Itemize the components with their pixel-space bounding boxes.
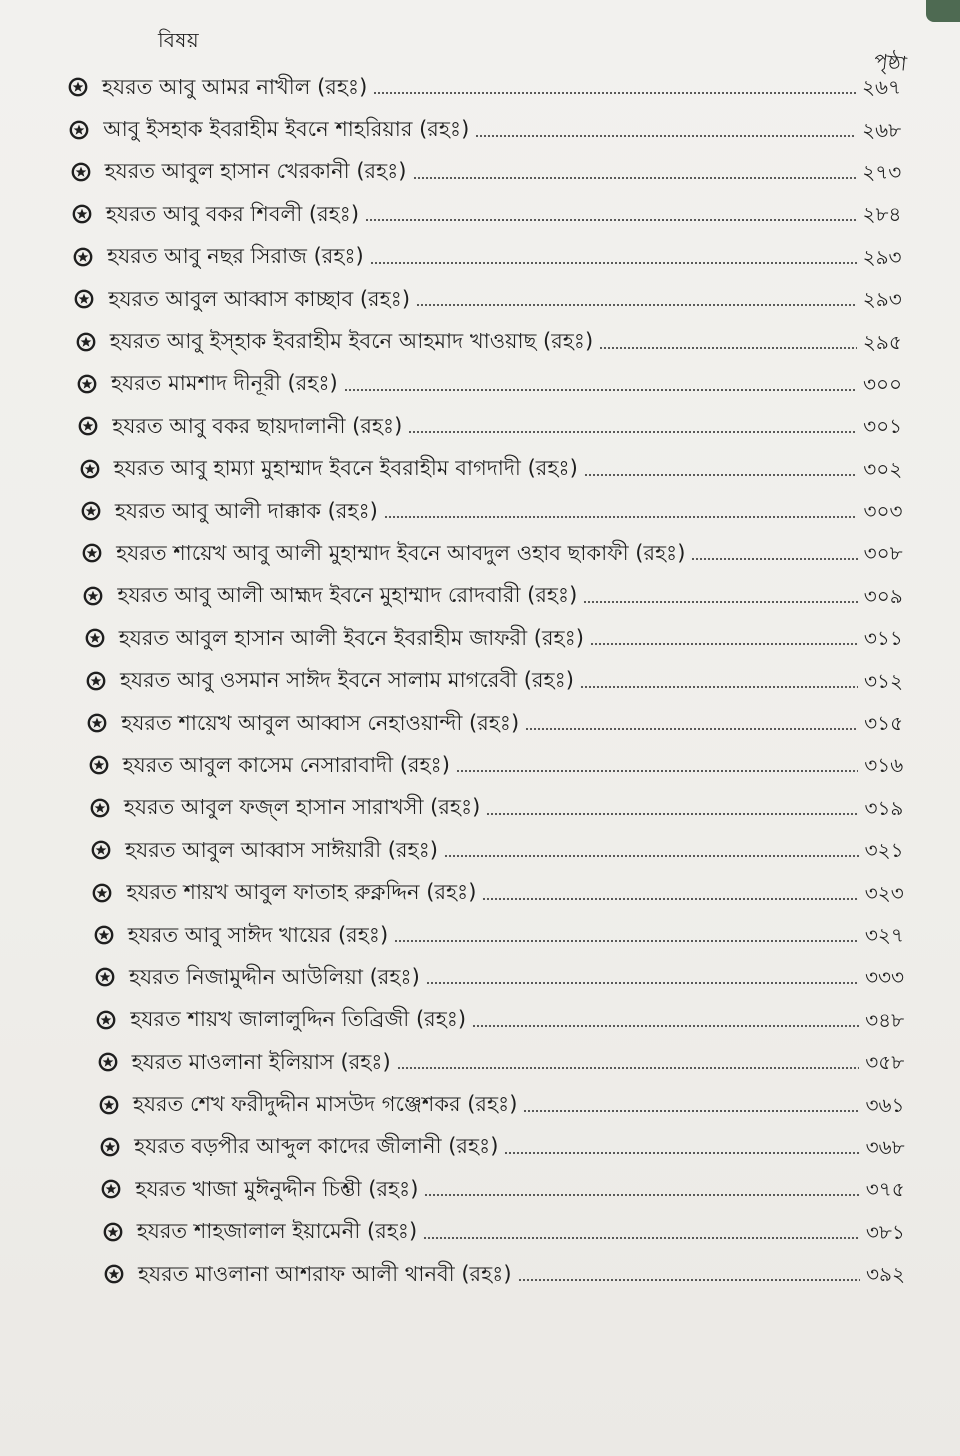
toc-entry — [0, 1126, 960, 1168]
toc-entry-title: হযরত আবু আমর নাখীল (রহঃ) — [102, 74, 368, 99]
subject-column-heading: বিষয় — [158, 28, 200, 52]
toc-entry-page-number: ৩৫৮ — [865, 1050, 905, 1075]
toc-entry-page-number: ২৬৭ — [862, 75, 902, 100]
star-in-circle-icon — [81, 501, 101, 521]
toc-entry — [0, 66, 960, 108]
toc-entry-title: হযরত আবু নছর সিরাজ (রহঃ) — [107, 244, 364, 269]
toc-entry-title: হযরত আবু হাম্যা মুহাম্মাদ ইবনে ইবরাহীম বাগদাদী (রহঃ) — [113, 456, 578, 481]
dot-leader — [397, 1067, 860, 1069]
toc-entry-page-number: ৩৬১ — [865, 1092, 905, 1117]
toc-entry — [0, 490, 960, 532]
toc-entry — [0, 1168, 960, 1210]
toc-entry — [0, 363, 960, 405]
star-in-circle-icon — [89, 755, 109, 775]
dot-leader — [344, 389, 857, 391]
toc-entry-page-number: ২৯৩ — [862, 244, 902, 269]
toc-entry-title: হযরত আবু বকর ছায়দালানী (রহঃ) — [112, 413, 403, 438]
toc-entry-title: হযরত আবুল কাসেম নেসারাবাদী (রহঃ) — [122, 752, 450, 777]
star-in-circle-icon — [68, 77, 88, 97]
dot-leader — [408, 431, 857, 433]
star-in-circle-icon — [103, 1222, 123, 1242]
toc-entry-title: হযরত আবুল আব্বাস কাচ্ছাব (রহঃ) — [108, 286, 411, 311]
dot-leader — [504, 1152, 859, 1154]
toc-entry-title: হযরত শাহজালাল ইয়ামেনী (রহঃ) — [136, 1219, 418, 1244]
dot-leader — [384, 516, 858, 518]
dot-leader — [590, 643, 858, 645]
toc-entry-title: হযরত মাওলানা আশরাফ আলী থানবী (রহঃ) — [138, 1261, 512, 1286]
toc-entry-title: হযরত আবুল হাসান আলী ইবনে ইবরাহীম জাফরী (রহঃ) — [118, 625, 584, 650]
toc-entry — [0, 659, 960, 701]
toc-entry-page-number: ২৮৪ — [862, 202, 902, 227]
toc-entry — [0, 575, 960, 617]
dot-leader — [423, 1237, 860, 1239]
toc-entry-title: আবু ইসহাক ইবরাহীম ইবনে শাহরিয়ার (রহঃ) — [103, 117, 470, 142]
dot-leader — [373, 92, 856, 94]
toc-entry — [0, 956, 960, 998]
dot-leader — [472, 1025, 859, 1027]
toc-entry — [0, 193, 960, 235]
toc-entry-page-number: ২৯৩ — [862, 287, 902, 312]
star-in-circle-icon — [94, 925, 114, 945]
toc-entry — [0, 151, 960, 193]
toc-entry-page-number: ৩২৭ — [864, 923, 904, 947]
toc-entry-title: হযরত শায়েখ আবু আলী মুহাম্মাদ ইবনে আবদুল ওহাব ছাকাফী (রহঃ) — [116, 540, 686, 565]
toc-entry-page-number: ৩৪৮ — [865, 1007, 905, 1032]
star-in-circle-icon — [72, 204, 92, 224]
toc-entry-title: হযরত আবু বকর শিবলী (রহঃ) — [105, 201, 360, 226]
toc-entry-page-number: ৩৮১ — [865, 1219, 905, 1244]
toc-entry — [0, 999, 960, 1041]
dot-leader — [691, 558, 857, 560]
star-in-circle-icon — [91, 840, 111, 860]
star-in-circle-icon — [104, 1264, 124, 1284]
toc-entry — [0, 871, 960, 913]
toc-entry-page-number: ৩১৫ — [864, 711, 904, 736]
toc-entry — [0, 320, 960, 362]
dot-leader — [456, 770, 858, 772]
toc-entry-page-number: ৩২১ — [864, 838, 904, 863]
dot-leader — [482, 898, 858, 900]
star-in-circle-icon — [74, 289, 94, 309]
star-in-circle-icon — [100, 1137, 120, 1157]
dot-leader — [370, 262, 857, 264]
star-in-circle-icon — [96, 1010, 116, 1030]
dot-leader — [444, 855, 859, 857]
toc-entry-page-number: ৩০৯ — [863, 583, 903, 608]
toc-entry-title: হযরত শেখ ফরীদুদ্দীন মাসউদ গঞ্জেশকর (রহঃ) — [132, 1092, 518, 1117]
toc-entry-title: হযরত নিজামুদ্দীন আউলিয়া (রহঃ) — [129, 964, 420, 989]
toc-entry-title: হযরত আবু সাঈদ খায়ের (রহঃ) — [127, 922, 389, 947]
page-column-heading: পৃষ্ঠা — [873, 48, 908, 76]
toc-entry-title: হযরত মামশাদ দীনূরী (রহঃ) — [111, 371, 338, 396]
toc-entry-page-number: ৩৯২ — [866, 1262, 905, 1287]
table-of-contents — [0, 66, 960, 1295]
toc-entry-title: হযরত শায়েখ আবুল আব্বাস নেহাওয়ান্দী (রহঃ) — [121, 710, 520, 735]
toc-entry-page-number: ৩১৯ — [864, 795, 904, 820]
toc-entry-title: হযরত মাওলানা ইলিয়াস (রহঃ) — [131, 1049, 391, 1074]
toc-entry-title: হযরত আবু আলী আহ্মদ ইবনে মুহাম্মাদ রোদবারী (রহঃ) — [117, 583, 578, 608]
toc-entry-page-number: ৩০১ — [863, 414, 903, 439]
star-in-circle-icon — [83, 586, 103, 606]
page-corner-tab — [926, 0, 960, 22]
toc-entry — [0, 1041, 960, 1083]
toc-entry-page-number: ৩১১ — [863, 626, 903, 651]
star-in-circle-icon — [95, 967, 115, 987]
toc-entry-title: হযরত শায়খ জালালুদ্দিন তিব্রিজী (রহঃ) — [130, 1007, 467, 1032]
star-in-circle-icon — [78, 416, 98, 436]
toc-entry-page-number: ৩২৩ — [864, 880, 904, 905]
star-in-circle-icon — [73, 247, 93, 267]
toc-entry-page-number: ৩৩৩ — [865, 965, 905, 990]
toc-entry-page-number: ৩০২ — [863, 456, 903, 481]
dot-leader — [523, 1110, 859, 1112]
toc-entry-page-number: ২৬৮ — [862, 117, 902, 142]
dot-leader — [580, 686, 858, 688]
star-in-circle-icon — [92, 883, 112, 903]
toc-entry — [0, 405, 960, 447]
toc-entry-title: হযরত খাজা মুঈনুদ্দীন চিশ্তী (রহঃ) — [135, 1176, 419, 1201]
star-in-circle-icon — [87, 713, 107, 733]
toc-entry — [0, 617, 960, 659]
dot-leader — [583, 601, 857, 603]
toc-entry-title: হযরত আবু আলী দাক্কাক (রহঃ) — [114, 498, 378, 523]
toc-entry — [0, 829, 960, 871]
toc-entry — [0, 1253, 960, 1295]
toc-entry-page-number: ৩১২ — [864, 668, 903, 693]
star-in-circle-icon — [71, 162, 91, 182]
star-in-circle-icon — [86, 671, 106, 691]
star-in-circle-icon — [85, 628, 105, 648]
star-in-circle-icon — [80, 459, 100, 479]
toc-entry — [0, 787, 960, 829]
toc-entry-title: হযরত আবুল ফজ্ল হাসান সারাখসী (রহঃ) — [123, 795, 481, 820]
toc-entry-title: হযরত আবুল হাসান খেরকানী (রহঃ) — [104, 159, 407, 184]
toc-entry — [0, 532, 960, 574]
toc-entry — [0, 702, 960, 744]
dot-leader — [518, 1279, 860, 1281]
dot-leader — [365, 219, 856, 221]
toc-entry-title: হযরত শায়খ আবুল ফাতাহ রুক্নদ্দিন (রহঃ) — [126, 880, 477, 905]
toc-entry-page-number: ৩১৬ — [864, 753, 904, 778]
toc-entry-page-number: ২৭৩ — [862, 159, 902, 184]
star-in-circle-icon — [69, 120, 89, 140]
toc-entry-title: হযরত আবু ওসমান সাঈদ ইবনে সালাম মাগরেবী (রহঃ) — [120, 668, 574, 693]
star-in-circle-icon — [76, 332, 96, 352]
dot-leader — [416, 304, 857, 306]
toc-entry-title: হযরত আবু ইস্হাক ইবরাহীম ইবনে আহমাদ খাওয়াছ (রহঃ) — [109, 329, 594, 354]
toc-entry — [0, 1083, 960, 1125]
dot-leader — [584, 474, 858, 476]
toc-entry-page-number: ২৯৫ — [862, 329, 902, 354]
toc-entry — [0, 236, 960, 278]
toc-entry — [0, 1211, 960, 1253]
dot-leader — [424, 1194, 859, 1196]
dot-leader — [599, 347, 857, 349]
dot-leader — [394, 940, 859, 942]
star-in-circle-icon — [90, 798, 110, 818]
toc-entry-page-number: ৩০৮ — [863, 541, 903, 566]
toc-entry-page-number: ৩০৩ — [863, 499, 903, 524]
dot-leader — [525, 728, 858, 730]
star-in-circle-icon — [99, 1095, 119, 1115]
toc-entry-page-number: ৩০০ — [863, 371, 903, 396]
star-in-circle-icon — [98, 1052, 118, 1072]
star-in-circle-icon — [82, 543, 102, 563]
toc-entry — [0, 108, 960, 150]
toc-entry — [0, 448, 960, 490]
toc-entry — [0, 914, 960, 956]
toc-entry-title: হযরত আবুল আব্বাস সাঈয়ারী (রহঃ) — [125, 837, 438, 862]
dot-leader — [486, 813, 858, 815]
dot-leader — [413, 177, 857, 179]
star-in-circle-icon — [77, 374, 97, 394]
dot-leader — [475, 135, 856, 137]
toc-entry — [0, 278, 960, 320]
dot-leader — [426, 982, 859, 984]
toc-entry-page-number: ৩৬৮ — [865, 1134, 905, 1159]
toc-entry-page-number: ৩৭৫ — [865, 1177, 905, 1202]
star-in-circle-icon — [101, 1179, 121, 1199]
toc-entry-title: হযরত বড়পীর আব্দুল কাদের জীলানী (রহঃ) — [134, 1134, 499, 1159]
toc-entry — [0, 744, 960, 786]
